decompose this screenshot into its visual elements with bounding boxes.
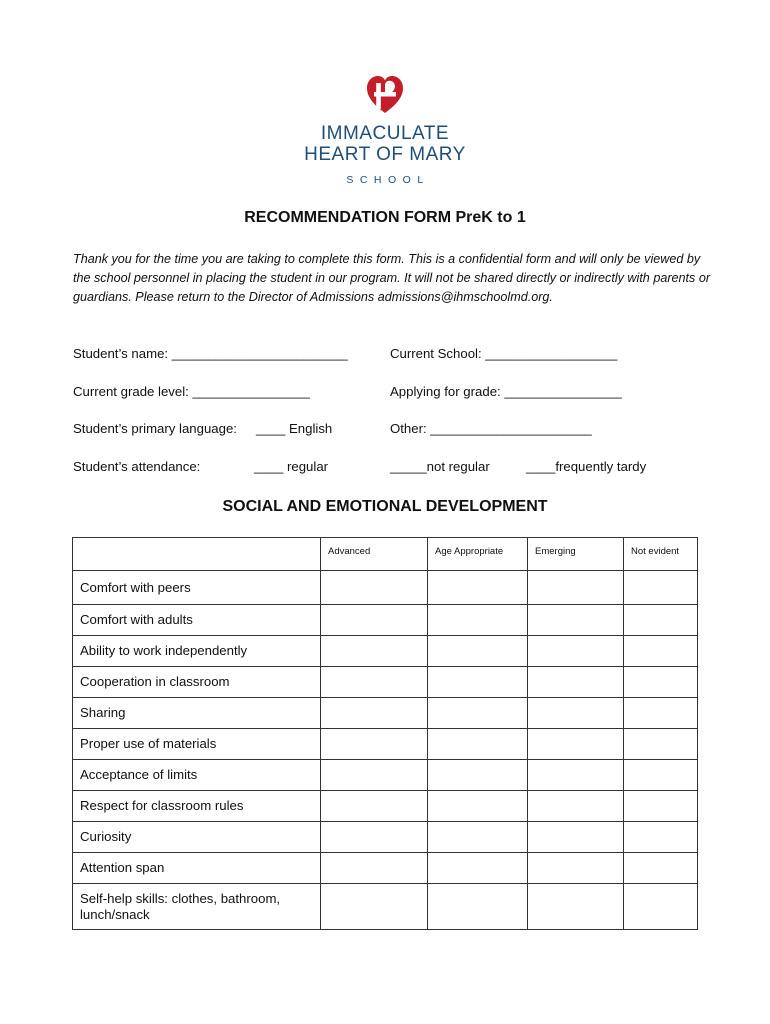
rating-cell-age-appropriate[interactable] [428, 605, 528, 636]
rating-cell-advanced[interactable] [321, 760, 428, 791]
rating-cell-age-appropriate[interactable] [428, 760, 528, 791]
column-header-not-evident: Not evident [624, 538, 698, 571]
section-title: SOCIAL AND EMOTIONAL DEVELOPMENT [222, 498, 548, 515]
rating-cell-emerging[interactable] [528, 698, 624, 729]
development-table [72, 537, 698, 930]
student-name-field[interactable]: Student’s name: ________________________ [73, 346, 348, 361]
rating-cell-not-evident[interactable] [624, 884, 698, 930]
row-label: Cooperation in classroom [73, 667, 321, 698]
rating-cell-not-evident[interactable] [624, 822, 698, 853]
table-row [73, 884, 698, 930]
rating-cell-emerging[interactable] [528, 822, 624, 853]
table-row [73, 636, 698, 667]
column-header-age-appropriate: Age Appropriate [428, 538, 528, 571]
rating-cell-age-appropriate[interactable] [428, 729, 528, 760]
row-label: Proper use of materials [73, 729, 321, 760]
rating-cell-advanced[interactable] [321, 884, 428, 930]
rating-cell-age-appropriate[interactable] [428, 667, 528, 698]
row-label: Acceptance of limits [73, 760, 321, 791]
rating-cell-advanced[interactable] [321, 791, 428, 822]
rating-cell-age-appropriate[interactable] [428, 698, 528, 729]
logo-text-school: SCHOOL [346, 174, 430, 186]
rating-cell-emerging[interactable] [528, 605, 624, 636]
rating-cell-age-appropriate[interactable] [428, 853, 528, 884]
rating-cell-emerging[interactable] [528, 853, 624, 884]
rating-cell-advanced[interactable] [321, 698, 428, 729]
current-school-field[interactable]: Current School: __________________ [390, 346, 618, 361]
table-row [73, 760, 698, 791]
logo-text-heart-of-mary: HEART OF MARY [304, 144, 466, 165]
table-row [73, 667, 698, 698]
rating-cell-advanced[interactable] [321, 636, 428, 667]
table-row [73, 853, 698, 884]
rating-cell-emerging[interactable] [528, 636, 624, 667]
table-row [73, 698, 698, 729]
rating-cell-advanced[interactable] [321, 853, 428, 884]
rating-cell-emerging[interactable] [528, 729, 624, 760]
rating-cell-not-evident[interactable] [624, 636, 698, 667]
attendance-tardy-option[interactable]: ____frequently tardy [526, 459, 647, 474]
form-title: RECOMMENDATION FORM PreK to 1 [244, 209, 526, 226]
rating-cell-not-evident[interactable] [624, 760, 698, 791]
table-row [73, 791, 698, 822]
row-label: Respect for classroom rules [73, 791, 321, 822]
rating-cell-age-appropriate[interactable] [428, 571, 528, 605]
rating-cell-emerging[interactable] [528, 667, 624, 698]
row-label: Attention span [73, 853, 321, 884]
rating-cell-not-evident[interactable] [624, 698, 698, 729]
rating-cell-advanced[interactable] [321, 667, 428, 698]
row-label: Self-help skills: clothes, bathroom, lunch/snack [73, 884, 321, 930]
table-row [73, 605, 698, 636]
rating-cell-emerging[interactable] [528, 760, 624, 791]
applying-grade-field[interactable]: Applying for grade: ________________ [390, 384, 622, 399]
row-label: Sharing [73, 698, 321, 729]
primary-language-english-option[interactable]: ____ English [256, 421, 333, 436]
rating-cell-age-appropriate[interactable] [428, 791, 528, 822]
rating-cell-emerging[interactable] [528, 791, 624, 822]
rating-cell-not-evident[interactable] [624, 853, 698, 884]
rating-cell-advanced[interactable] [321, 605, 428, 636]
row-label: Comfort with adults [73, 605, 321, 636]
column-header-emerging: Emerging [528, 538, 624, 571]
logo-text-immaculate: IMMACULATE [320, 123, 450, 144]
rating-cell-emerging[interactable] [528, 884, 624, 930]
current-grade-field[interactable]: Current grade level: ________________ [73, 384, 310, 399]
attendance-regular-option[interactable]: ____ regular [254, 459, 329, 474]
intro-paragraph [73, 250, 713, 307]
primary-language-label: Student’s primary language: [73, 421, 237, 436]
table-row [73, 729, 698, 760]
primary-language-other-field[interactable]: Other: ______________________ [390, 421, 592, 436]
row-label: Ability to work independently [73, 636, 321, 667]
rating-cell-age-appropriate[interactable] [428, 636, 528, 667]
column-header-advanced: Advanced [321, 538, 428, 571]
row-label: Curiosity [73, 822, 321, 853]
rating-cell-advanced[interactable] [321, 822, 428, 853]
rating-cell-advanced[interactable] [321, 571, 428, 605]
column-header-blank [73, 538, 321, 571]
table-row [73, 822, 698, 853]
rating-cell-not-evident[interactable] [624, 729, 698, 760]
table-row [73, 571, 698, 605]
school-logo [0, 72, 770, 186]
rating-cell-emerging[interactable] [528, 571, 624, 605]
rating-cell-not-evident[interactable] [624, 605, 698, 636]
row-label: Comfort with peers [73, 571, 321, 605]
intro-text: Thank you for the time you are taking to complete this form. This is a confidential form and will only be viewed by the school personnel in placing the student in our program. It will not be shared directly or indirectly with parents or guardians. Please return to the Director of Admissions admissions@ihmschoolmd.org. [73, 252, 711, 304]
rating-cell-age-appropriate[interactable] [428, 884, 528, 930]
rating-cell-not-evident[interactable] [624, 791, 698, 822]
attendance-label: Student’s attendance: [73, 459, 201, 474]
rating-cell-age-appropriate[interactable] [428, 822, 528, 853]
rating-cell-advanced[interactable] [321, 729, 428, 760]
table-header-row [73, 538, 698, 571]
rating-cell-not-evident[interactable] [624, 571, 698, 605]
cross-heart-icon [363, 72, 407, 116]
attendance-not-regular-option[interactable]: _____not regular [390, 459, 490, 474]
rating-cell-not-evident[interactable] [624, 667, 698, 698]
